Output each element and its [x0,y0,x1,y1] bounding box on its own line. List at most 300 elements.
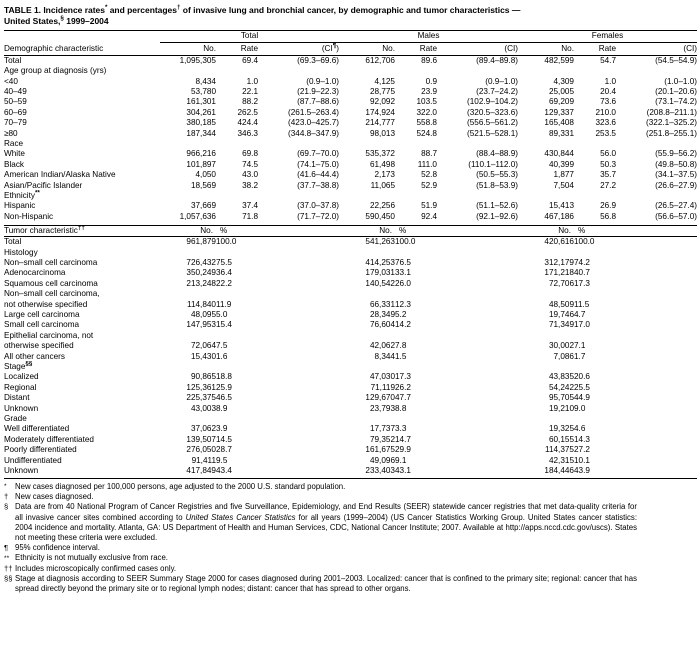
cell-males-pct: 26.0 [395,278,411,288]
cell-males: 92,092 [369,97,395,107]
cell-total-pct: 5.0 [216,309,228,319]
cell-females-no: 54,242 [548,382,574,392]
footnote-1 [4,482,637,492]
footnote-7 [4,574,637,594]
row-label: Moderately differentiated [4,434,94,444]
footnote-text: New cases diagnosed per 100,000 persons, age adjusted to the 2000 U.S. standard population. [15,481,346,491]
table-row [4,279,697,289]
footnote-3 [4,502,637,543]
section-header-row [4,139,697,149]
row-label-cont: not otherwise specified [4,299,88,309]
pad [258,237,339,248]
cell-males: 558.8 [416,118,437,128]
table-row [4,268,697,278]
pad [258,279,339,289]
cell-total: 346.3 [237,128,258,138]
tumor-col-total-pct: % [216,225,258,236]
cell-females: 482,599 [518,55,574,66]
cell-total: 88.2 [242,97,258,107]
cell-females-no: 71,349 [548,320,574,330]
cell-total-pct: 8.9 [216,403,228,413]
table-row [4,201,697,211]
row-label: Squamous cell carcinoma [4,278,98,288]
tumor-header-label: Tumor characteristic†† [4,225,160,236]
cell-total: 1,095,305 [160,55,216,66]
cell-total: 1.0 [246,76,258,86]
cell-total: (74.1–75.0) [297,159,339,169]
footnote-symbol: †† [4,563,13,573]
cell-total: 1,057,636 [179,211,216,221]
cell-total-pct: 100.0 [216,237,258,248]
cell-total: 37,669 [190,201,216,211]
cell-total-no: 139,507 [186,434,216,444]
cell-females-pct: 44.9 [574,393,590,403]
group-label: Males [339,31,518,43]
cell-females-pct: 7.1 [574,341,586,351]
pad [616,300,697,310]
footnote-symbol: ¶ [4,543,9,553]
cell-females: 56.8 [600,211,616,221]
pad [258,268,339,278]
cell-total-pct: 1.6 [216,351,228,361]
cell-females-pct: 4.7 [574,309,586,319]
cell-females: 467,186 [544,211,574,221]
row-label: Unknown [4,466,39,476]
table-row [4,352,697,362]
cell-total: 18,569 [190,180,216,190]
cell-males-no: 66,331 [369,299,395,309]
pad [258,424,339,434]
cell-total-no: 417,849 [186,466,216,476]
cell-males-no: 28,349 [369,309,395,319]
cell-total: 38.2 [242,180,258,190]
table-row [4,435,697,445]
footnote-text: Includes microscopically confirmed cases only. [15,563,177,573]
title-text-b: and percentages [107,5,177,15]
cell-males: 111.0 [417,159,437,169]
cell-females-no: 19,325 [548,424,574,434]
cell-females: (322.1–325.2) [646,118,697,128]
cell-males: (89.4–89.8) [437,55,518,66]
table-row [4,129,697,139]
cell-females: 25,005 [548,86,574,96]
group-header-males [339,31,518,44]
cell-total: (41.6–44.4) [297,170,339,180]
cell-females-no: 30,002 [548,341,574,351]
cell-females-no: 7,086 [553,351,574,361]
cell-females-pct: 43.9 [574,466,590,476]
cell-males: 28,775 [369,86,395,96]
cell-males: 103.5 [416,97,437,107]
row-label: Non-Hispanic [4,211,54,221]
row-label: Non–small cell carcinoma, [4,289,100,299]
cell-males-no: 49,096 [369,455,395,465]
cell-total: 74.5 [242,159,258,169]
pad [437,466,518,476]
cell-total-pct: 3.9 [216,424,228,434]
cell-males-no: 71,119 [370,382,395,392]
cell-males-no: 47,030 [369,372,395,382]
cell-total-no: 350,249 [186,268,216,278]
cell-males: (320.5–323.6) [467,107,518,117]
cell-total-pct: 9.5 [216,455,228,465]
cell-females: 323.6 [595,118,616,128]
bottom-rule-cell [4,476,697,478]
cell-males: 214,777 [365,118,395,128]
cell-males: 0.9 [425,76,437,86]
cell-total: (21.9–22.3) [297,86,339,96]
section-header-row [4,414,697,424]
cell-females-pct: 4.6 [574,424,586,434]
pad [258,300,339,310]
cell-males: 61,498 [369,159,395,169]
cell-total-pct: 22.2 [216,278,232,288]
cell-total: 161,301 [186,97,216,107]
table-row [4,331,697,341]
cell-total-no: 114,840 [187,299,216,309]
cell-total: 424.4 [237,118,258,128]
cell-total-pct: 25.9 [216,382,232,392]
pad [616,310,697,320]
tumor-col-males-no: No. [339,225,395,236]
cell-total: 4,050 [195,170,216,180]
cell-total-no: 15,430 [190,351,216,361]
cell-males: 174,924 [365,107,395,117]
tumor-header-row [4,225,697,236]
cell-males-no: 414,253 [365,257,395,267]
cell-total-pct: 18.8 [216,372,232,382]
pad [616,237,697,248]
pad [258,393,339,403]
table-row [4,149,697,159]
row-label: Distant [4,393,30,403]
cell-males-pct: 26.2 [395,382,411,392]
table-row [4,118,697,128]
tumor-col-spacer-2 [437,225,518,236]
cell-total: 69.8 [242,149,258,159]
cell-females-no: 19,746 [548,309,574,319]
cell-females: 253.5 [595,128,616,138]
cell-females: 430,844 [544,149,574,159]
cell-total-no: 72,064 [190,341,216,351]
row-label: 70–79 [4,118,27,128]
cell-total: 69.4 [216,55,258,66]
table-row [4,341,697,351]
footnote-symbol: † [4,492,9,502]
cell-total: (37.0–37.8) [297,201,339,211]
pad [437,341,518,351]
cell-total-no: 125,361 [186,382,216,392]
row-label: Well differentiated [4,424,70,434]
cell-total-pct: 28.7 [216,445,232,455]
tumor-col-total-no: No. [160,225,216,236]
cell-males: 590,450 [365,211,395,221]
pad [258,310,339,320]
cell-males: 92.4 [421,211,437,221]
cell-total: 53,780 [190,86,216,96]
cell-total: 71.8 [242,211,258,221]
cell-females-no: 420,616 [518,237,574,248]
cell-females: (26.6–27.9) [655,180,697,190]
title-text-c: of invasive lung and bronchial cancer, by demographic and tumor characteristics — [180,5,521,15]
cell-total: 304,261 [186,107,216,117]
pad [437,424,518,434]
cell-females-pct: 1.7 [574,351,586,361]
cell-males-pct: 14.7 [395,434,411,444]
cell-females-no: 114,375 [545,445,574,455]
pad [616,341,697,351]
pad [437,393,518,403]
table-row [4,97,697,107]
cell-females: (20.1–20.6) [655,86,697,96]
cell-males: 89.6 [395,55,437,66]
cell-total-pct: 15.4 [216,320,232,330]
table-row [4,372,697,382]
title-footnote-marker-1: * [104,4,108,12]
table-row [4,77,697,87]
row-label: 60–69 [4,107,27,117]
row-label: <40 [4,76,18,86]
cell-total-no: 90,865 [190,372,216,382]
pad [437,300,518,310]
cell-males-pct: 9.1 [395,455,407,465]
table-row [4,424,697,434]
cell-males: 51.9 [421,201,437,211]
cell-males-pct: 5.2 [395,309,407,319]
cell-females: 50.3 [600,159,616,169]
cell-males: (556.5–561.2) [467,118,518,128]
cell-females-pct: 10.1 [574,455,590,465]
pad [437,279,518,289]
cell-total-no: 37,062 [190,424,216,434]
cell-females: (55.9–56.2) [655,149,697,159]
cell-males-no: 233,403 [365,466,395,476]
cell-males-no: 42,062 [369,341,395,351]
group-header-row [4,31,697,44]
cell-females-pct: 25.5 [574,382,590,392]
table-row [4,170,697,180]
row-label: Large cell carcinoma [4,309,80,319]
pad [616,445,697,455]
pad [258,372,339,382]
cell-total-no: 43,003 [190,403,216,413]
pad [437,310,518,320]
cell-males: 524.8 [416,128,437,138]
cell-males: 23.9 [421,86,437,96]
cell-females: 1.0 [604,76,616,86]
cell-females: 15,413 [548,201,574,211]
cell-females-no: 48,509 [548,299,574,309]
cell-females-pct: 74.2 [574,257,590,267]
column-header-total-rate: Rate [240,44,258,54]
cell-total: (69.7–70.0) [297,149,339,159]
cell-total-pct: 46.5 [216,393,232,403]
pad [616,372,697,382]
cell-total: 22.1 [242,86,258,96]
cell-females-pct: 9.0 [574,403,586,413]
pad [616,279,697,289]
cell-females-no: 43,835 [548,372,574,382]
cell-total-no: 276,050 [186,445,216,455]
group-header-females [518,31,697,44]
row-label: Undifferentiated [4,455,62,465]
cell-total: 262.5 [237,107,258,117]
cell-females: (73.1–74.2) [655,97,697,107]
cell-males-no: 23,793 [369,403,395,413]
cell-males: 2,173 [374,170,395,180]
cell-females-pct: 17.3 [574,278,590,288]
cell-females: 7,504 [553,180,574,190]
pad [258,404,339,414]
column-header-males-no: No. [382,44,395,54]
footnote-symbol: §§ [4,573,13,583]
cell-males: 4,125 [374,76,395,86]
table-row [4,383,697,393]
pad [258,258,339,268]
row-label: Asian/Pacific Islander [4,180,83,190]
cell-total: (69.3–69.6) [258,55,339,66]
cell-total: 37.4 [242,201,258,211]
tumor-col-spacer-3 [616,225,697,236]
row-label: 40–49 [4,86,27,96]
group-label: Total [160,31,339,43]
cell-males-pct: 17.3 [395,372,411,382]
title-footnote-marker-2: † [176,4,181,12]
cell-females-pct: 11.5 [574,299,590,309]
cell-males: 11,065 [370,180,395,190]
pad [616,352,697,362]
pad [437,237,518,248]
footnote-text: New cases diagnosed. [15,492,94,502]
footnotes [4,482,637,594]
section-header-row [4,66,697,76]
cell-females: 210.0 [595,107,616,117]
row-label-total: Total [4,237,160,248]
cell-males: (50.5–55.3) [476,170,518,180]
cell-females: 89,331 [548,128,574,138]
footnote-5 [4,553,637,563]
cell-males: (110.1–112.0) [468,159,518,169]
pad [258,456,339,466]
table-row [4,258,697,268]
group-label: Females [518,31,697,43]
footnote-text: 95% confidence interval. [15,543,100,553]
row-label: ≥80 [4,128,18,138]
pad [616,258,697,268]
cell-total: 101,897 [186,159,216,169]
cell-females-pct: 100.0 [574,237,616,248]
section-header-label: Grade [4,414,27,424]
table-bottom-rule [4,476,697,478]
cell-males-no: 17,737 [369,424,395,434]
section-header-label: Ethnicity** [4,189,40,200]
pad [616,393,697,403]
cell-males-no: 129,670 [365,393,395,403]
table-row [4,181,697,191]
column-header-females-no: No. [561,44,574,54]
pad [258,383,339,393]
cell-females-no: 19,210 [548,403,574,413]
cell-males-pct: 14.2 [395,320,411,330]
pad [258,352,339,362]
cell-females-pct: 17.0 [574,320,590,330]
cell-females: 54.7 [574,55,616,66]
section-header-row [4,191,697,201]
cell-males-pct: 76.5 [395,257,411,267]
cell-total: (423.0–425.7) [288,118,339,128]
cell-total: (71.7–72.0) [297,211,339,221]
cell-females: (56.6–57.0) [655,211,697,221]
cell-females: 73.6 [600,97,616,107]
cell-females: 69,209 [548,97,574,107]
cell-males: 88.7 [421,149,437,159]
pad [258,466,339,476]
section-header-label: Race [4,138,24,148]
cell-females: 4,309 [553,76,574,86]
cell-females: (49.8–50.8) [655,159,697,169]
cell-females: 165,408 [544,118,574,128]
cell-females: (26.5–27.4) [655,201,697,211]
tumor-col-males-pct: % [395,225,437,236]
cell-total-no: 726,432 [186,257,216,267]
cell-males-pct: 3.3 [395,424,407,434]
cell-males: 22,256 [369,201,395,211]
cell-males: (88.4–88.9) [476,149,518,159]
cell-total-pct: 75.5 [216,257,232,267]
pad [258,341,339,351]
footnote-6 [4,564,637,574]
row-label-cont: otherwise specified [4,341,74,351]
cell-total: (261.5–263.4) [288,107,339,117]
table-row [4,289,697,299]
footnote-text: Ethnicity is not mutually exclusive from race. [15,553,168,563]
cell-total-pct: 14.5 [216,434,232,444]
table-row [4,456,697,466]
column-header-demographic: Demographic characteristic [4,44,104,54]
title-text-d: United States, [4,16,61,27]
cell-males-no: 179,031 [365,268,395,278]
cell-females: (54.5–54.9) [616,55,697,66]
pad [437,268,518,278]
cell-females-no: 312,179 [544,257,574,267]
cell-total-pct: 36.4 [216,268,232,278]
table-row [4,108,697,118]
pad [258,320,339,330]
cell-males-pct: 1.5 [395,351,407,361]
row-label: Hispanic [4,201,36,211]
row-label: Small cell carcinoma [4,320,80,330]
cell-males: (23.7–24.2) [476,86,518,96]
cell-males: 322.0 [416,107,437,117]
pad [437,320,518,330]
cell-total: (0.9–1.0) [306,76,339,86]
section-header-row [4,248,697,258]
pad [616,466,697,476]
title-footnote-marker-3: § [60,15,64,23]
cell-females-pct: 27.2 [574,445,590,455]
footnote-symbol: * [4,483,7,491]
cell-males: 98,013 [369,128,395,138]
footnote-symbol: ** [4,554,10,562]
cell-females-pct: 14.3 [574,434,590,444]
row-label: Adenocarcinoma [4,268,66,278]
cell-males-pct: 33.1 [395,268,411,278]
pad [437,435,518,445]
cell-total-pct: 43.4 [216,466,232,476]
cell-total: (37.7–38.8) [297,180,339,190]
cell-females: 20.4 [600,86,616,96]
cell-females: 1,877 [553,170,574,180]
